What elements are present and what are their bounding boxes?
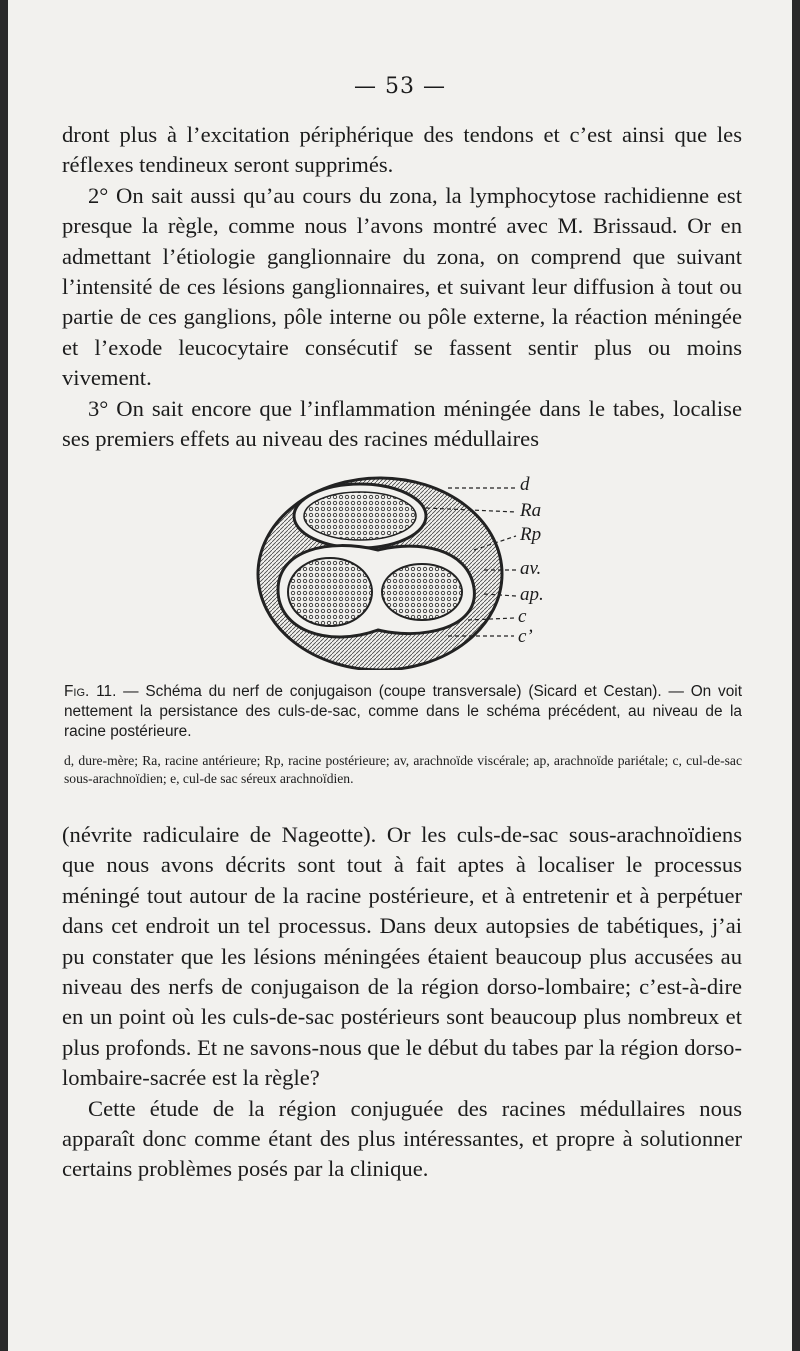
- label-c: c: [518, 606, 527, 627]
- label-c-prime: c’: [518, 626, 533, 647]
- paragraph: 2° On sait aussi qu’au cours du zona, la lymphocytose rachidienne est presque la règle, comme nous l’avons montré avec M. Brissaud. Or en admettant l’étiologie ganglionnaire du zona, on comprend que suivant l’intensité de ces lésions ganglionnaires, et suivant leur diffusion à tout ou partie de ces ganglions, pôle interne ou pôle externe, la réaction méningée et l’exode leucocytaire consécutif se fassent sentir plus ou moins vivement.: [62, 182, 742, 391]
- label-ra: Ra: [520, 500, 542, 521]
- text-block-bottom: [62, 820, 742, 1185]
- caption-text: [64, 682, 742, 742]
- anterior-root-fibers: [304, 492, 416, 540]
- figure-number: Fig. 11.: [64, 683, 117, 700]
- page-number: — 53 —: [354, 74, 446, 99]
- text-block-top: [62, 120, 742, 454]
- label-d: d: [520, 474, 530, 495]
- label-av: av.: [520, 558, 542, 579]
- label-ap: ap.: [520, 584, 544, 605]
- paragraph: 3° On sait encore que l’inflammation méningée dans le tabes, localise ses premiers effets au niveau des racines médullaires: [62, 395, 742, 452]
- paragraph: dront plus à l’excitation périphérique des tendons et c’est ainsi que les réflexes tendineux seront supprimés.: [62, 122, 742, 178]
- caption-body: — Schéma du nerf de conjugaison (coupe transversale) (Sicard et Cestan). — On voit nettement la persistance des culs-de-sac, comme dans le schéma précédent, au niveau de la racine postérieure.: [64, 683, 742, 740]
- caption-legend: d, dure-mère; Ra, racine antérieure; Rp, racine postérieure; av, arachnoïde viscérale; ap, arachnoïde pariétale; c, cul-de-sac sous-arachnoïdien; e, cul-de sac séreux arachnoïdien.: [64, 753, 742, 786]
- posterior-root-fibers-right: [382, 564, 462, 620]
- figure-caption: [64, 682, 742, 788]
- book-page: [8, 0, 792, 1351]
- paragraph: Cette étude de la région conjuguée des racines médullaires nous apparaît donc comme étant des plus intéressantes, et propre à solutionner certains problèmes posés par la clinique.: [62, 1095, 742, 1182]
- posterior-root-fibers-left: [288, 558, 372, 626]
- nerve-cross-section-figure: [248, 470, 588, 670]
- label-rp: Rp: [520, 524, 542, 545]
- paragraph: (névrite radiculaire de Nageotte). Or les culs-de-sac sous-arachnoïdiens que nous avons décrits sont tout à fait aptes à localiser le processus méningé tout autour de la racine postérieure, et à entretenir et à perpétuer dans cet endroit un tel processus. Dans deux autopsies de tabétiques, j’ai pu constater que les lésions méningées étaient beaucoup plus accusées au niveau des nerfs de conjugaison de la région dorso-lombaire; c’est-à-dire en un point où les culs-de-sac postérieurs sont beaucoup plus nombreux et plus profonds. Et ne savons-nous que le début du tabes par la région dorso-lombaire-sacrée est la règle?: [62, 822, 742, 1091]
